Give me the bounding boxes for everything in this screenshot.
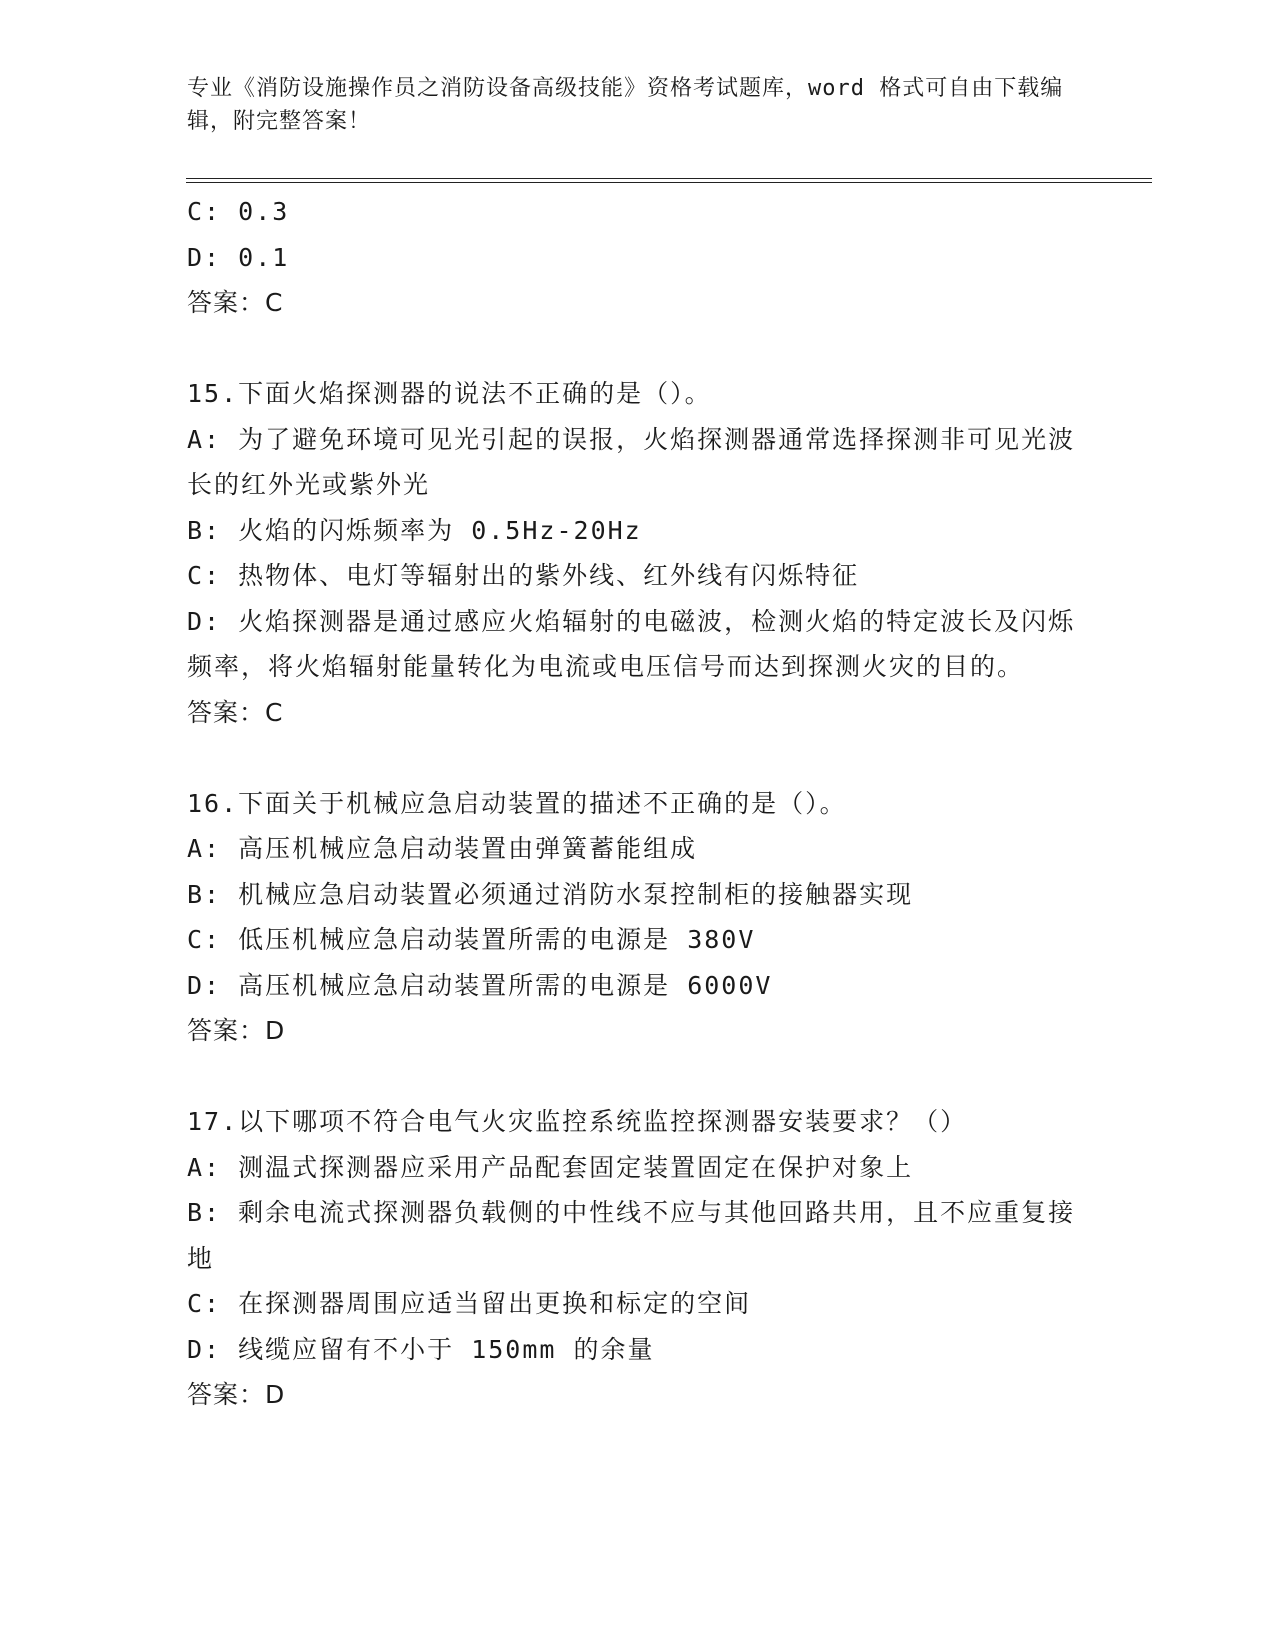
document-header: 专业《消防设施操作员之消防设备高级技能》资格考试题库，word 格式可自由下载编辑，附完整答案！	[187, 76, 1064, 134]
question-content	[187, 189, 1087, 1418]
option-c: C: 热物体、电灯等辐射出的紫外线、红外线有闪烁特征	[187, 561, 860, 590]
question-17	[187, 1099, 1087, 1418]
option-c: C: 低压机械应急启动装置所需的电源是 380V	[187, 925, 756, 954]
option-d: D: 高压机械应急启动装置所需的电源是 6000V	[187, 970, 773, 1000]
question-stem: 15.下面火焰探测器的说法不正确的是（）。	[187, 379, 712, 408]
question-gap	[187, 326, 1087, 372]
question-15	[187, 371, 1087, 735]
header-rule-bottom	[186, 182, 1152, 183]
option-b: B: 机械应急启动装置必须通过消防水泵控制柜的接触器实现	[187, 879, 914, 909]
option-b: B: 剩余电流式探测器负载侧的中性线不应与其他回路共用，且不应重复接地	[187, 1198, 1076, 1273]
option-a: A: 高压机械应急启动装置由弹簧蓄能组成	[187, 834, 698, 863]
option-d: D: 火焰探测器是通过感应火焰辐射的电磁波，检测火焰的特定波长及闪烁频率，将火焰辐射能量转化为电流或电压信号而达到探测火灾的目的。	[187, 606, 1076, 681]
answer-line: 答案：D	[187, 1016, 286, 1045]
option-d: D: 0.1	[187, 242, 290, 272]
option-d: D: 线缆应留有不小于 150mm 的余量	[187, 1334, 655, 1364]
question-gap	[187, 735, 1087, 781]
question-gap	[187, 1054, 1087, 1100]
continued-question	[187, 189, 1087, 326]
option-a: A: 为了避免环境可见光引起的误报，火焰探测器通常选择探测非可见光波长的红外光或紫外光	[187, 424, 1076, 499]
answer-line: 答案：C	[187, 288, 284, 317]
header-rule-top	[186, 178, 1152, 179]
question-stem: 16.下面关于机械应急启动装置的描述不正确的是（）。	[187, 788, 847, 818]
question-stem: 17.以下哪项不符合电气火灾监控系统监控探测器安装要求？（）	[187, 1107, 968, 1136]
answer-line: 答案：C	[187, 697, 284, 727]
option-c: C: 0.3	[187, 197, 290, 226]
option-b: B: 火焰的闪烁频率为 0.5Hz-20Hz	[187, 515, 642, 545]
option-a: A: 测温式探测器应采用产品配套固定装置固定在保护对象上	[187, 1152, 914, 1182]
option-c: C: 在探测器周围应适当留出更换和标定的空间	[187, 1289, 752, 1318]
question-16	[187, 781, 1087, 1054]
answer-line: 答案：D	[187, 1380, 286, 1409]
